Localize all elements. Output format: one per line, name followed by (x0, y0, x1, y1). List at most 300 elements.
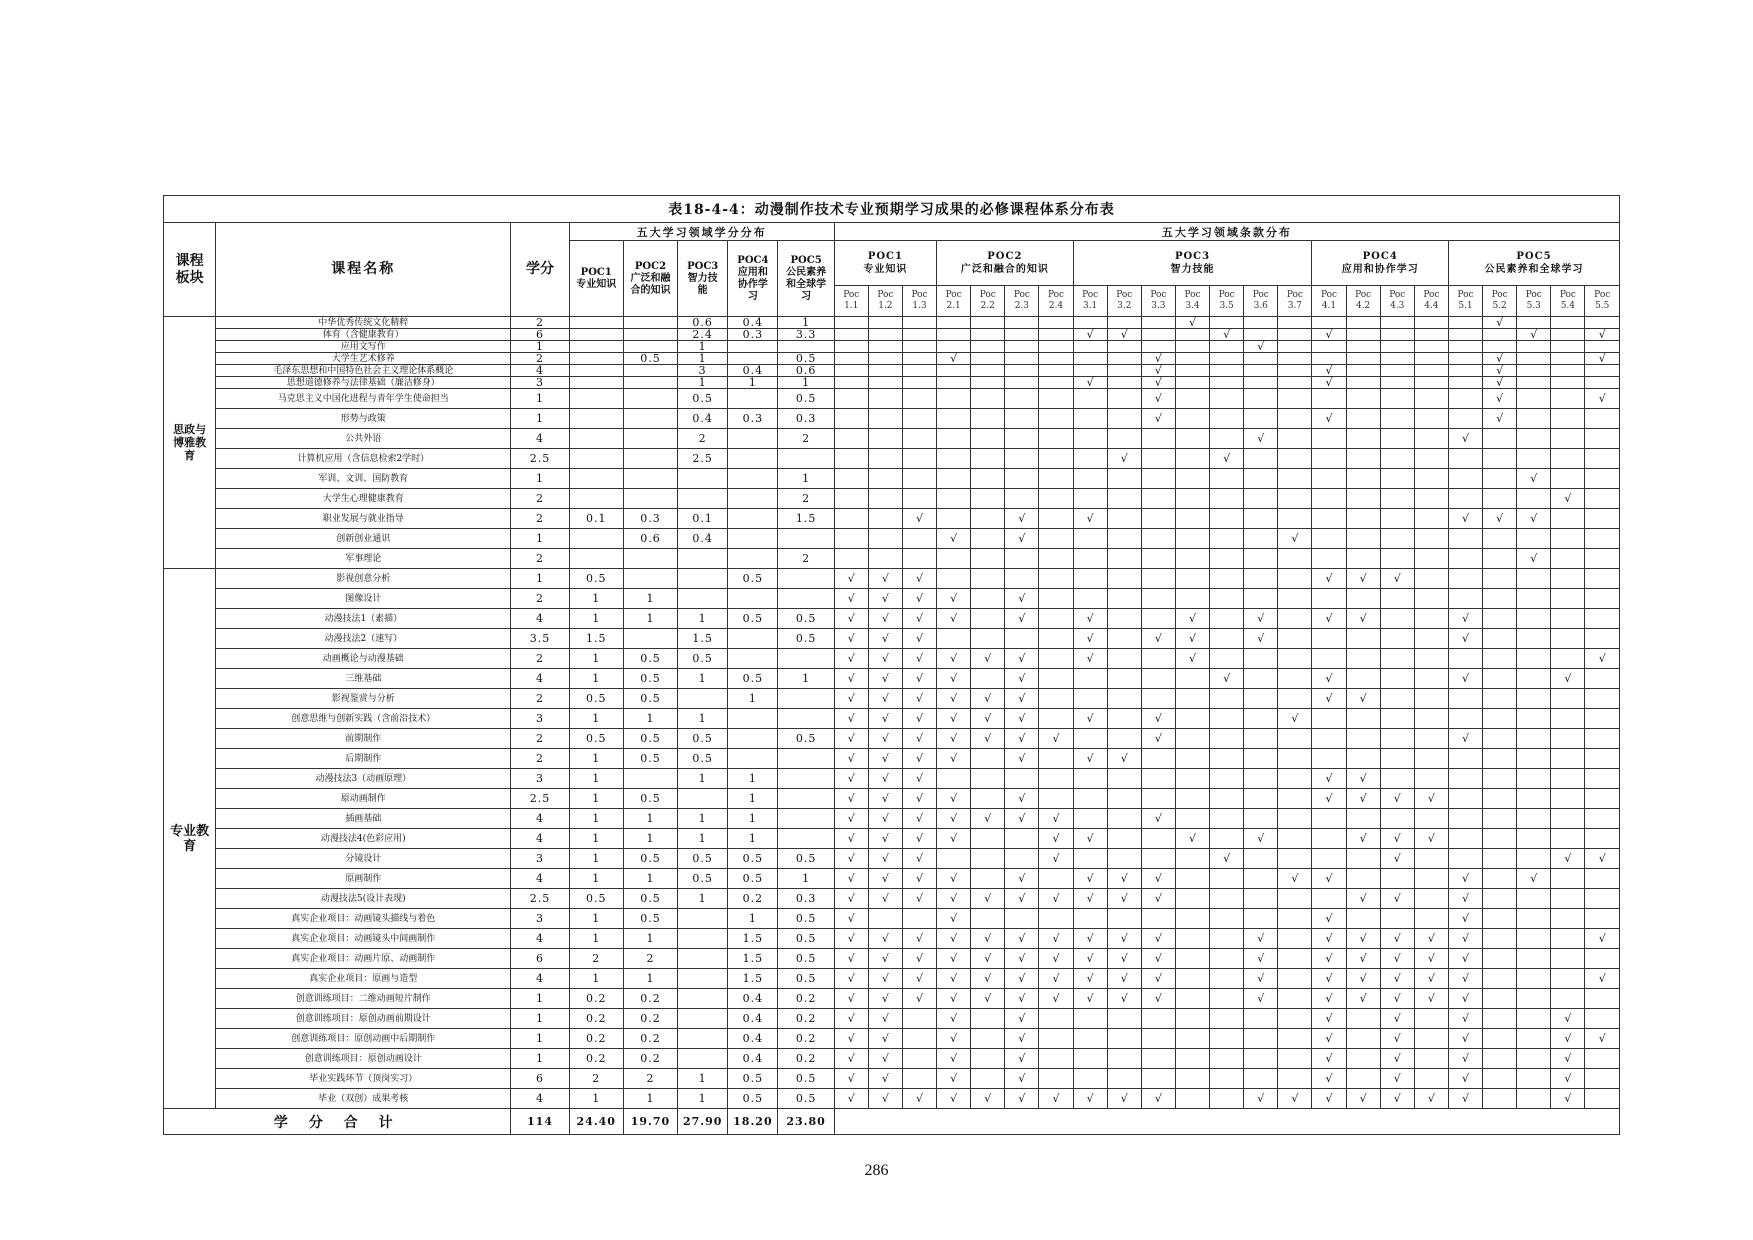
clause-cell (1380, 569, 1414, 589)
clause-cell (1483, 1029, 1517, 1049)
clause-cell (1517, 709, 1551, 729)
clause-cell (1039, 409, 1073, 429)
clause-cell (1073, 365, 1107, 377)
clause-cell (834, 849, 868, 869)
clause-cell (1244, 629, 1278, 649)
course-name-cell: 动漫技法5(设计表现) (216, 889, 511, 909)
poc-sub-prefix: Poc (1184, 290, 1201, 300)
clause-cell (1346, 769, 1380, 789)
poc-sub-header (868, 286, 902, 317)
course-credit-cell: 2.5 (511, 449, 569, 469)
clause-cell (1278, 469, 1312, 489)
clause-cell (1517, 909, 1551, 929)
check-mark: √ (1564, 851, 1572, 865)
clause-cell (1551, 329, 1585, 341)
clause-cell (1380, 789, 1414, 809)
clause-cell (1175, 1089, 1209, 1109)
credit-dist-cell: 1 (569, 869, 623, 889)
clause-cell (1210, 1049, 1244, 1069)
credit-dist-cell: 0.4 (678, 409, 728, 429)
check-mark: √ (1086, 751, 1094, 765)
clause-cell (834, 689, 868, 709)
poc-sub-header (1346, 286, 1380, 317)
clause-cell (1107, 949, 1141, 969)
clause-cell (1346, 1049, 1380, 1069)
clause-cell (1414, 509, 1448, 529)
clause-cell (1039, 509, 1073, 529)
check-mark: √ (1359, 991, 1367, 1005)
check-mark: √ (1325, 971, 1333, 985)
check-mark: √ (1564, 1091, 1572, 1105)
clause-cell (937, 377, 971, 389)
clause-cell (1414, 869, 1448, 889)
poc-sub-code: 3.6 (1253, 301, 1268, 311)
clause-cell (937, 709, 971, 729)
clause-cell (834, 909, 868, 929)
clause-cell (1244, 789, 1278, 809)
clause-cell (1278, 649, 1312, 669)
clause-cell (868, 669, 902, 689)
check-mark: √ (1393, 831, 1401, 845)
clause-cell (1346, 629, 1380, 649)
course-name-cell: 创意训练项目：原创动画前期设计 (216, 1009, 511, 1029)
clause-cell (1312, 353, 1346, 365)
clause-cell (1141, 1069, 1175, 1089)
clause-cell (834, 729, 868, 749)
clause-cell (834, 649, 868, 669)
check-mark: √ (1530, 551, 1538, 565)
clause-cell (1448, 749, 1482, 769)
clause-cell (1005, 469, 1039, 489)
course-credit-cell: 3 (511, 377, 569, 389)
clause-cell (1483, 341, 1517, 353)
clause-cell (868, 909, 902, 929)
clause-cell (937, 949, 971, 969)
clause-cell (1585, 429, 1620, 449)
clause-cell (1346, 689, 1380, 709)
clause-cell (1141, 689, 1175, 709)
clause-cell (1448, 1069, 1482, 1089)
clause-cell (1585, 989, 1620, 1009)
credit-dist-cell (623, 469, 677, 489)
credit-dist-cell (678, 1049, 728, 1069)
check-mark: √ (1018, 811, 1026, 825)
clause-cell (1141, 789, 1175, 809)
credit-dist-cell (778, 769, 834, 789)
clause-cell (1448, 949, 1482, 969)
clause-cell (1380, 341, 1414, 353)
clause-cell (1448, 469, 1482, 489)
check-mark: √ (1052, 811, 1060, 825)
check-mark: √ (847, 791, 855, 805)
clause-cell (1312, 317, 1346, 329)
credit-dist-cell: 2.5 (678, 449, 728, 469)
clause-cell (937, 1009, 971, 1029)
credit-dist-cell: 0.5 (678, 869, 728, 889)
clause-cell (1107, 1049, 1141, 1069)
clause-cell (1175, 429, 1209, 449)
clause-cell (1005, 549, 1039, 569)
credit-dist-cell (678, 549, 728, 569)
credit-dist-cell (623, 377, 677, 389)
clause-cell (1175, 849, 1209, 869)
credit-dist-cell: 2 (778, 549, 834, 569)
clause-cell (1107, 789, 1141, 809)
clause-cell (971, 509, 1005, 529)
clause-cell (1380, 317, 1414, 329)
check-mark: √ (1154, 711, 1162, 725)
credit-dist-cell (623, 341, 677, 353)
check-mark: √ (1120, 328, 1128, 341)
clause-cell (1244, 689, 1278, 709)
clause-cell (1380, 849, 1414, 869)
clause-cell (1414, 749, 1448, 769)
clause-cell (1278, 1089, 1312, 1109)
clause-cell (1551, 409, 1585, 429)
clause-cell (1414, 353, 1448, 365)
check-mark: √ (1018, 871, 1026, 885)
clause-cell (1551, 909, 1585, 929)
clause-cell (1210, 849, 1244, 869)
poc-sub-code: 1.1 (844, 301, 859, 311)
clause-cell (1414, 1029, 1448, 1049)
clause-cell (1346, 989, 1380, 1009)
check-mark: √ (1291, 711, 1299, 725)
check-mark: √ (881, 711, 889, 725)
check-mark: √ (984, 891, 992, 905)
course-name-cell: 真实企业项目：动画片原、动画制作 (216, 949, 511, 969)
check-mark: √ (1462, 951, 1470, 965)
clause-cell (902, 1009, 936, 1029)
check-mark: √ (881, 611, 889, 625)
check-mark: √ (847, 1031, 855, 1045)
check-mark: √ (950, 911, 958, 925)
clause-cell (937, 769, 971, 789)
clause-cell (1312, 629, 1346, 649)
clause-cell (1585, 549, 1620, 569)
check-mark: √ (1154, 811, 1162, 825)
course-credit-cell: 1 (511, 341, 569, 353)
clause-cell (1005, 1009, 1039, 1029)
poc-sub-code: 5.3 (1526, 301, 1541, 311)
clause-cell (1380, 689, 1414, 709)
clause-cell (1039, 329, 1073, 341)
check-mark: √ (1359, 791, 1367, 805)
clause-cell (1073, 649, 1107, 669)
course-name-cell: 大学生艺术修养 (216, 353, 511, 365)
clause-cell (1346, 329, 1380, 341)
credit-dist-cell (728, 709, 778, 729)
check-mark: √ (1086, 328, 1094, 341)
clause-cell (1312, 709, 1346, 729)
credit-dist-cell: 0.5 (678, 729, 728, 749)
check-mark: √ (1325, 791, 1333, 805)
credit-dist-cell (728, 353, 778, 365)
clause-cell (1483, 629, 1517, 649)
clause-cell (868, 1089, 902, 1109)
course-name-cell: 动画概论与动漫基础 (216, 649, 511, 669)
clause-cell (1244, 909, 1278, 929)
credit-dist-cell: 2 (778, 489, 834, 509)
clause-cell (1414, 729, 1448, 749)
clause-cell (834, 969, 868, 989)
credit-dist-cell: 0.5 (623, 353, 677, 365)
clause-cell (1175, 365, 1209, 377)
clause-cell (1517, 329, 1551, 341)
credit-col-header-line: POC4 (737, 254, 769, 266)
check-mark: √ (1086, 711, 1094, 725)
check-mark: √ (1496, 364, 1504, 377)
clause-cell (868, 469, 902, 489)
clause-cell (1278, 429, 1312, 449)
credit-dist-cell (778, 589, 834, 609)
check-mark: √ (1325, 364, 1333, 377)
clause-cell (1312, 365, 1346, 377)
clause-cell (1517, 1009, 1551, 1029)
clause-cell (1175, 377, 1209, 389)
clause-cell (902, 669, 936, 689)
clause-cell (1175, 729, 1209, 749)
clause-cell (1312, 409, 1346, 429)
clause-cell (1039, 689, 1073, 709)
clause-cell (1039, 1089, 1073, 1109)
clause-cell (937, 569, 971, 589)
clause-cell (1414, 329, 1448, 341)
clause-cell (1073, 409, 1107, 429)
check-mark: √ (1052, 991, 1060, 1005)
clause-cell (1517, 449, 1551, 469)
credit-dist-cell (778, 569, 834, 589)
check-mark: √ (916, 691, 924, 705)
poc-sub-prefix: Poc (1286, 290, 1303, 300)
clause-cell (1585, 969, 1620, 989)
poc-sub-code: 5.5 (1595, 301, 1610, 311)
clause-cell (1380, 729, 1414, 749)
clause-cell (971, 829, 1005, 849)
credit-dist-cell: 3 (678, 365, 728, 377)
clause-cell (1039, 469, 1073, 489)
clause-cell (1141, 609, 1175, 629)
clause-cell (1005, 889, 1039, 909)
clause-cell (1005, 969, 1039, 989)
poc-sub-header (1414, 286, 1448, 317)
check-mark: √ (950, 811, 958, 825)
check-mark: √ (1154, 951, 1162, 965)
clause-cell (1380, 649, 1414, 669)
clause-cell (1380, 429, 1414, 449)
check-mark: √ (1018, 1091, 1026, 1105)
clause-cell (1585, 709, 1620, 729)
poc-sub-code: 4.4 (1424, 301, 1439, 311)
clause-cell (1141, 709, 1175, 729)
clause-cell (1244, 989, 1278, 1009)
clause-cell (1005, 949, 1039, 969)
clause-cell (1073, 749, 1107, 769)
clause-cell (1141, 649, 1175, 669)
check-mark: √ (1462, 991, 1470, 1005)
check-mark: √ (847, 651, 855, 665)
check-mark: √ (950, 1031, 958, 1045)
clause-cell (1210, 549, 1244, 569)
credit-dist-cell (728, 429, 778, 449)
clause-cell (1585, 649, 1620, 669)
credit-dist-cell: 1.5 (728, 949, 778, 969)
check-mark: √ (847, 571, 855, 585)
check-mark: √ (1427, 831, 1435, 845)
clause-cell (937, 829, 971, 849)
credit-dist-cell (623, 389, 677, 409)
clause-cell (1483, 1049, 1517, 1069)
clause-cell (1210, 329, 1244, 341)
check-mark: √ (881, 791, 889, 805)
credit-dist-cell (623, 329, 677, 341)
clause-cell (834, 989, 868, 1009)
check-mark: √ (1154, 364, 1162, 377)
clause-cell (1107, 429, 1141, 449)
clause-cell (1483, 689, 1517, 709)
check-mark: √ (1154, 376, 1162, 389)
clause-cell (1107, 609, 1141, 629)
clause-cell (1278, 449, 1312, 469)
course-credit-cell: 4 (511, 829, 569, 849)
check-mark: √ (1052, 951, 1060, 965)
clause-cell (1244, 709, 1278, 729)
clause-cell (1585, 569, 1620, 589)
clause-cell (1483, 849, 1517, 869)
clause-cell (1141, 1009, 1175, 1029)
check-mark: √ (847, 671, 855, 685)
check-mark: √ (847, 891, 855, 905)
clause-cell (868, 1049, 902, 1069)
credit-dist-cell (623, 569, 677, 589)
credit-dist-cell: 1 (623, 809, 677, 829)
clause-cell (1107, 989, 1141, 1009)
credit-col-header-line: 专业知识 (576, 278, 617, 290)
clause-cell (1585, 829, 1620, 849)
credit-dist-cell: 0.5 (623, 649, 677, 669)
check-mark: √ (1359, 891, 1367, 905)
check-mark: √ (881, 631, 889, 645)
clause-cell (937, 909, 971, 929)
clause-cell (1039, 529, 1073, 549)
clause-cell (902, 649, 936, 669)
clause-cell (1005, 729, 1039, 749)
clause-cell (1210, 341, 1244, 353)
poc-sub-header (1448, 286, 1482, 317)
credit-dist-cell (569, 449, 623, 469)
clause-cell (1517, 489, 1551, 509)
clause-cell (1073, 789, 1107, 809)
poc-group-code: POC1 (867, 251, 903, 262)
clause-cell (971, 409, 1005, 429)
clause-cell (1244, 409, 1278, 429)
check-mark: √ (1189, 831, 1197, 845)
table-row (164, 949, 1620, 969)
clause-cell (971, 1089, 1005, 1109)
clause-cell (1244, 949, 1278, 969)
header-course-name: 课程名称 (216, 223, 511, 317)
clause-cell (1483, 789, 1517, 809)
credit-dist-cell: 0.3 (778, 409, 834, 429)
clause-cell (937, 1049, 971, 1069)
course-credit-cell: 1 (511, 1009, 569, 1029)
course-credit-cell: 3.5 (511, 629, 569, 649)
clause-cell (1073, 1049, 1107, 1069)
credit-dist-cell: 1 (778, 669, 834, 689)
clause-cell (971, 365, 1005, 377)
clause-cell (834, 489, 868, 509)
clause-cell (1039, 929, 1073, 949)
clause-cell (1039, 549, 1073, 569)
clause-cell (1585, 469, 1620, 489)
clause-cell (1414, 809, 1448, 829)
clause-cell (1175, 509, 1209, 529)
clause-cell (1039, 989, 1073, 1009)
clause-cell (1448, 329, 1482, 341)
clause-cell (1414, 929, 1448, 949)
course-credit-cell: 1 (511, 569, 569, 589)
clause-cell (1414, 889, 1448, 909)
clause-cell (1585, 1009, 1620, 1029)
check-mark: √ (1086, 631, 1094, 645)
clause-cell (1380, 809, 1414, 829)
clause-cell (1244, 1049, 1278, 1069)
clause-cell (1175, 669, 1209, 689)
clause-cell (1380, 949, 1414, 969)
check-mark: √ (1052, 851, 1060, 865)
clause-cell (1210, 889, 1244, 909)
clause-cell (1073, 1089, 1107, 1109)
check-mark: √ (984, 811, 992, 825)
credit-dist-cell: 3.3 (778, 329, 834, 341)
clause-cell (971, 809, 1005, 829)
clause-cell (902, 1049, 936, 1069)
clause-cell (1141, 469, 1175, 489)
check-mark: √ (1325, 611, 1333, 625)
clause-cell (868, 629, 902, 649)
header-clause-distribution: 五大学习领域条款分布 (834, 223, 1619, 241)
poc-sub-header (1107, 286, 1141, 317)
clause-cell (1210, 317, 1244, 329)
poc-sub-prefix: Poc (911, 290, 928, 300)
clause-cell (1551, 509, 1585, 529)
check-mark: √ (950, 711, 958, 725)
course-credit-cell: 3 (511, 849, 569, 869)
credit-dist-cell (778, 829, 834, 849)
clause-cell (1346, 869, 1380, 889)
credit-dist-cell: 1 (728, 769, 778, 789)
check-mark: √ (950, 691, 958, 705)
clause-cell (834, 329, 868, 341)
credit-dist-cell: 0.4 (728, 1009, 778, 1029)
check-mark: √ (1018, 511, 1026, 525)
clause-cell (1039, 1029, 1073, 1049)
course-credit-cell: 2.5 (511, 889, 569, 909)
clause-cell (1483, 409, 1517, 429)
clause-cell (1380, 969, 1414, 989)
course-credit-cell: 4 (511, 429, 569, 449)
clause-cell (1551, 317, 1585, 329)
credit-dist-cell (623, 489, 677, 509)
clause-cell (971, 709, 1005, 729)
check-mark: √ (1496, 511, 1504, 525)
clause-cell (1346, 849, 1380, 869)
clause-cell (1073, 829, 1107, 849)
clause-cell (902, 317, 936, 329)
clause-cell (1551, 809, 1585, 829)
clause-cell (1210, 949, 1244, 969)
check-mark: √ (881, 591, 889, 605)
